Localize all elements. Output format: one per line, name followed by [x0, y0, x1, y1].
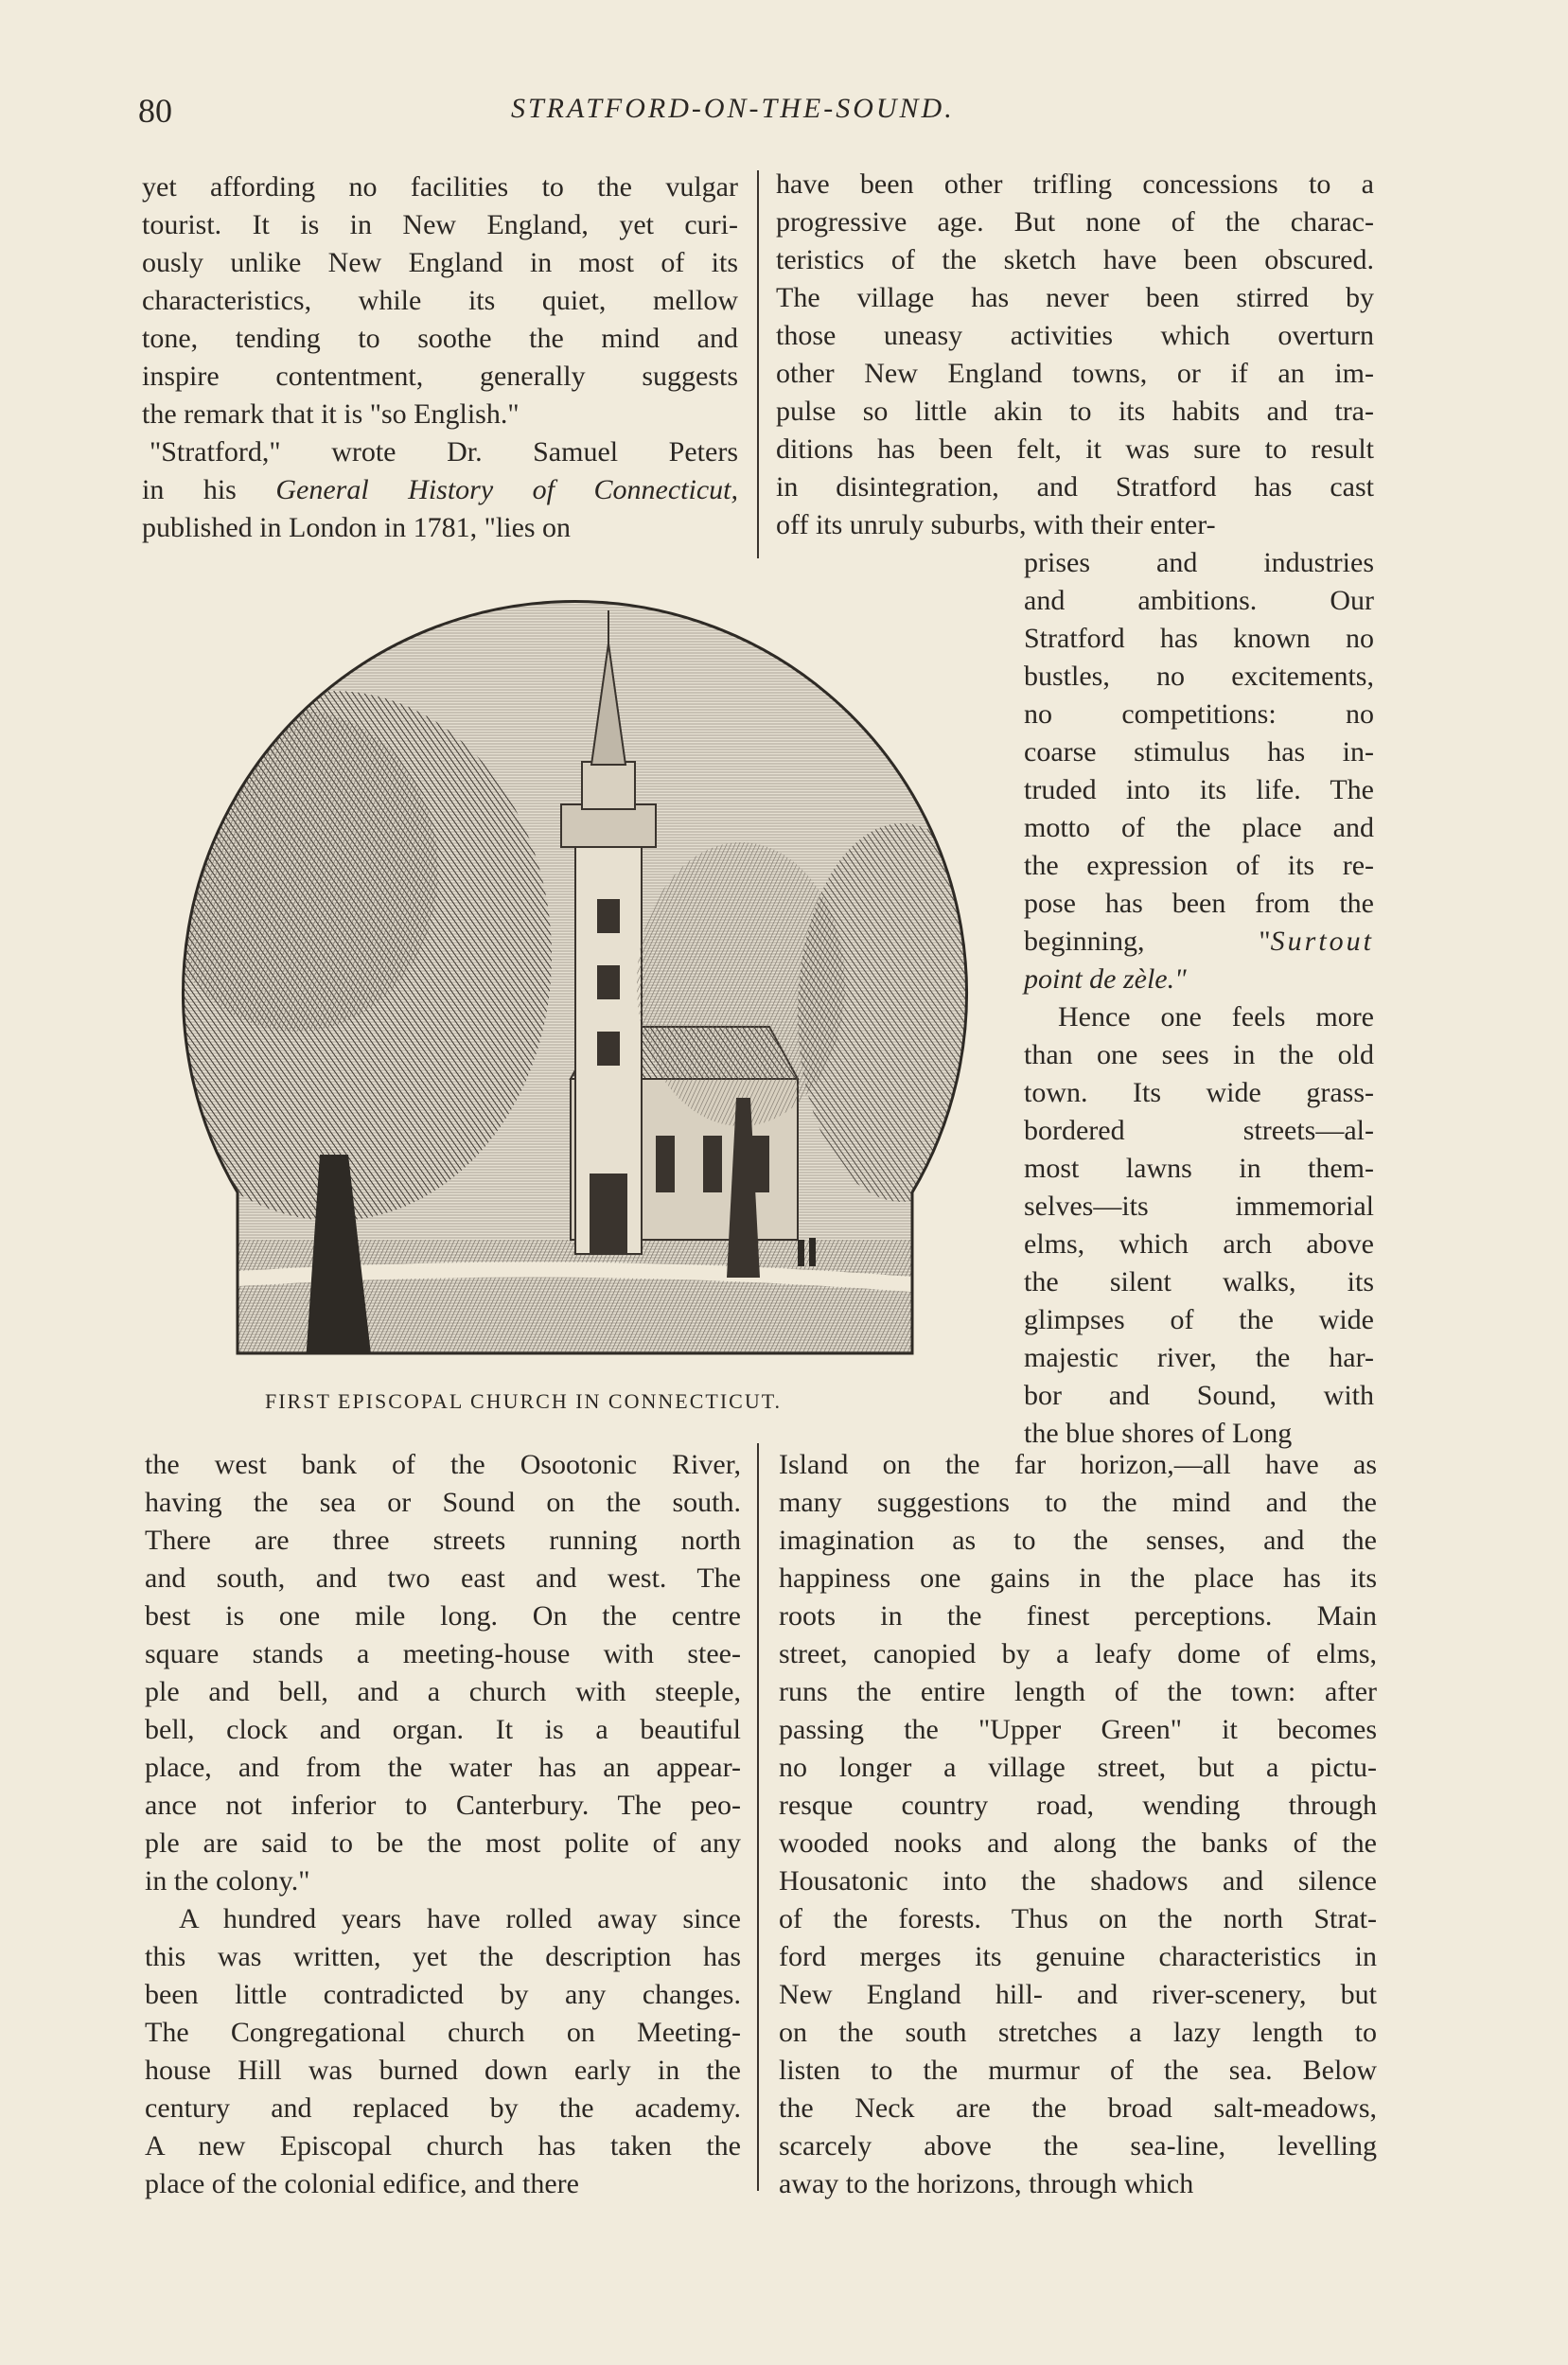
text-line: yet affording no facilities to the vulgar — [142, 171, 738, 203]
text-line: been little contradicted by any changes. — [145, 1979, 741, 2010]
text-line: street, canopied by a leafy dome of elms, — [779, 1638, 1377, 1669]
text-line: ditions has been felt, it was sure to result — [776, 433, 1374, 465]
text-line: inspire contentment, generally suggests — [142, 361, 738, 392]
right-column-narrow — [1024, 544, 1374, 1453]
text-line: other New England towns, or if an im- — [776, 358, 1374, 389]
text-line: selves—its immemorial — [1024, 1191, 1374, 1222]
text-line: this was written, yet the description has — [145, 1941, 741, 1972]
text-line: pulse so little akin to its habits and tra- — [776, 396, 1374, 427]
text-line: Hence one feels more — [1058, 1001, 1374, 1032]
text-line: prises and industries — [1024, 547, 1374, 578]
text-line: tone, tending to soothe the mind and — [142, 323, 738, 354]
book-title: General History of Connecticut, — [275, 474, 738, 505]
text-line: ple and bell, and a church with steeple, — [145, 1676, 741, 1707]
paragraph — [779, 1446, 1377, 2203]
text-line: no longer a village street, but a pictu- — [779, 1752, 1377, 1783]
text-line: The village has never been stirred by — [776, 282, 1374, 313]
paragraph — [1024, 998, 1374, 1453]
text-line: ple are said to be the most polite of any — [145, 1827, 741, 1859]
text-line: motto of the place and — [1024, 812, 1374, 843]
text-line: town. Its wide grass- — [1024, 1077, 1374, 1108]
text-line: A new Episcopal church has taken the — [145, 2130, 741, 2162]
page-number: 80 — [138, 92, 172, 130]
text-line: "Stratford," wrote Dr. Samuel Peters — [150, 436, 738, 468]
text-line: the remark that it is "so English." — [142, 398, 520, 430]
text-line — [1024, 963, 1187, 995]
text-line: coarse stimulus has in- — [1024, 736, 1374, 768]
column-rule — [757, 170, 759, 558]
text-line: away to the horizons, through which — [779, 2168, 1194, 2199]
text-line: the expression of its re- — [1024, 850, 1374, 881]
text-line: than one sees in the old — [1024, 1039, 1374, 1070]
text-line: the west bank of the Osootonic River, — [145, 1449, 741, 1480]
text-line: place of the colonial edifice, and there — [145, 2168, 579, 2199]
text-line: the Neck are the broad salt-meadows, — [779, 2092, 1377, 2124]
text-line: many suggestions to the mind and the — [779, 1487, 1377, 1518]
text-line: have been other trifling concessions to a — [776, 168, 1374, 200]
text-line: off its unruly suburbs, with their enter- — [776, 509, 1216, 540]
text-line: place, and from the water has an appear- — [145, 1752, 741, 1783]
paragraph — [1024, 544, 1374, 998]
text-line: listen to the murmur of the sea. Below — [779, 2055, 1377, 2086]
text-line: happiness one gains in the place has its — [779, 1562, 1377, 1594]
text-line: most lawns in them- — [1024, 1153, 1374, 1184]
text-line: There are three streets running north — [145, 1525, 741, 1556]
text-line: majestic river, the har- — [1024, 1342, 1374, 1373]
paragraph — [145, 1900, 741, 2203]
text-line: progressive age. But none of the charac- — [776, 206, 1374, 238]
text-line: runs the entire length of the town: after — [779, 1676, 1377, 1707]
text-line: pose has been from the — [1024, 888, 1374, 919]
motto: point de zèle." — [1024, 963, 1187, 995]
text-line: truded into its life. The — [1024, 774, 1374, 805]
text-line: scarcely above the sea-line, levelling — [779, 2130, 1377, 2162]
text-line: on the south stretches a lazy length to — [779, 2017, 1377, 2048]
text-line: A hundred years have rolled away since — [179, 1903, 741, 1934]
text-line: Island on the far horizon,—all have as — [779, 1449, 1377, 1480]
text-line: bustles, no excitements, — [1024, 661, 1374, 692]
text-line: imagination as to the senses, and the — [779, 1525, 1377, 1556]
text-line: beginning, "Surtout — [1024, 926, 1374, 957]
left-column-bottom — [145, 1446, 741, 2203]
text-line: The Congregational church on Meeting- — [145, 2017, 741, 2048]
text-line: tourist. It is in New England, yet curi- — [142, 209, 738, 240]
text-line: bordered streets—al- — [1024, 1115, 1374, 1146]
text-line: in his General History of Connecticut, — [142, 474, 738, 505]
right-column-top — [776, 166, 1374, 544]
text-line: and ambitions. Our — [1024, 585, 1374, 616]
text-line: Stratford has known no — [1024, 623, 1374, 654]
text-line: glimpses of the wide — [1024, 1304, 1374, 1335]
text-line: wooded nooks and along the banks of the — [779, 1827, 1377, 1859]
text-line: elms, which arch above — [1024, 1228, 1374, 1260]
text-line: square stands a meeting-house with stee- — [145, 1638, 741, 1669]
text-line: the silent walks, its — [1024, 1266, 1374, 1297]
text-line: in disintegration, and Stratford has cast — [776, 471, 1374, 503]
figure-caption: FIRST EPISCOPAL CHURCH IN CONNECTICUT. — [265, 1389, 783, 1413]
text-line: characteristics, while its quiet, mellow — [142, 285, 738, 316]
text-line: those uneasy activities which overturn — [776, 320, 1374, 351]
text-line: New England hill- and river-scenery, but — [779, 1979, 1377, 2010]
text-line: no competitions: no — [1024, 698, 1374, 730]
right-column-bottom — [779, 1446, 1377, 2203]
text-line: the blue shores of Long — [1024, 1418, 1293, 1449]
text-line: teristics of the sketch have been obscured. — [776, 244, 1374, 275]
column-rule — [757, 1443, 759, 2191]
text-line: best is one mile long. On the centre — [145, 1600, 741, 1632]
text-line: roots in the finest perceptions. Main — [779, 1600, 1377, 1632]
text-line: of the forests. Thus on the north Strat- — [779, 1903, 1377, 1934]
text-line: resque country road, wending through — [779, 1790, 1377, 1821]
text-line: ously unlike New England in most of its — [142, 247, 738, 278]
page-header — [0, 91, 1568, 132]
text-line: bell, clock and organ. It is a beautiful — [145, 1714, 741, 1745]
text-line: published in London in 1781, "lies on — [142, 512, 572, 543]
paragraph — [142, 433, 738, 547]
left-column-top — [142, 168, 738, 547]
motto: Surtout — [1270, 926, 1374, 957]
text-line: Housatonic into the shadows and silence — [779, 1865, 1377, 1897]
text-line: in the colony." — [145, 1865, 310, 1897]
text-line: and south, and two east and west. The — [145, 1562, 741, 1594]
text-line: century and replaced by the academy. — [145, 2092, 741, 2124]
paragraph — [142, 168, 738, 433]
text-line: house Hill was burned down early in the — [145, 2055, 741, 2086]
running-title: STRATFORD-ON-THE-SOUND. — [511, 93, 955, 124]
text-line: ance not inferior to Canterbury. The peo- — [145, 1790, 741, 1821]
church-engraving — [145, 587, 996, 1372]
paragraph — [145, 1446, 741, 1900]
text-line: ford merges its genuine characteristics in — [779, 1941, 1377, 1972]
paragraph — [776, 166, 1374, 544]
text-line: bor and Sound, with — [1024, 1380, 1374, 1411]
text-line: passing the "Upper Green" it becomes — [779, 1714, 1377, 1745]
text-line: having the sea or Sound on the south. — [145, 1487, 741, 1518]
